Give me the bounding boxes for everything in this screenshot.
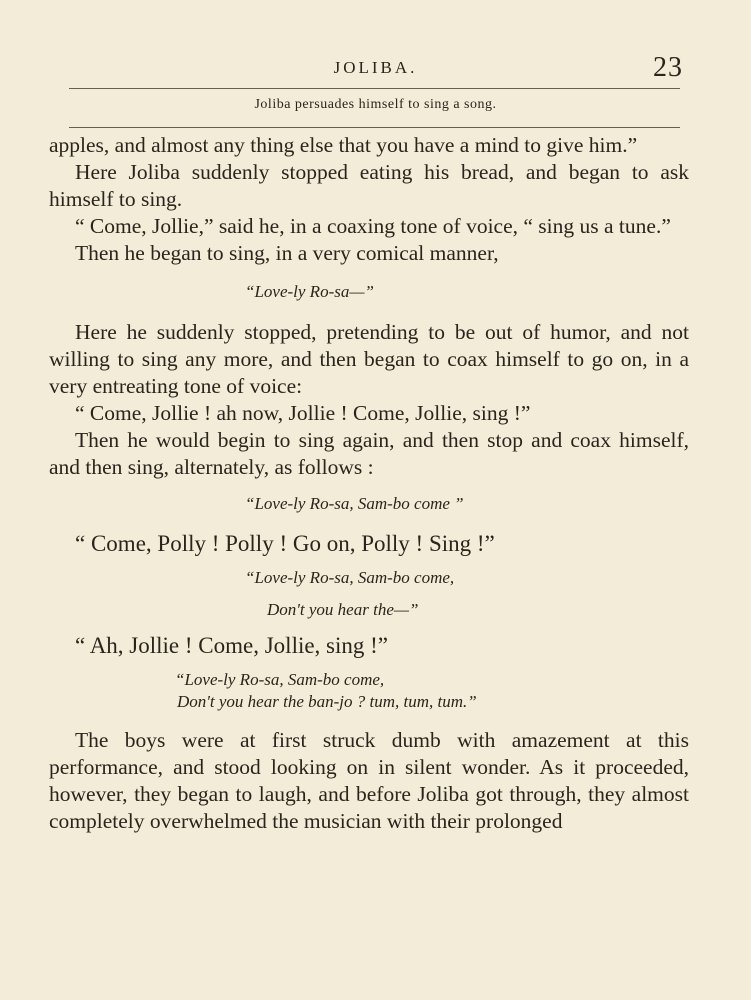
page-subtitle: Joliba persuades himself to sing a song. [254, 97, 497, 112]
verse-4-line-2: Don't you hear the ban-jo ? tum, tum, tum.” [177, 692, 477, 711]
running-title: JOLIBA. [333, 58, 418, 77]
bottom-rule [69, 127, 680, 128]
top-rule [69, 88, 680, 89]
verse-3-line-1: “Love-ly Ro-sa, Sam-bo come, [245, 568, 455, 587]
paragraph-10: The boys were at first struck dumb with amazement at this performance, and stood looking on in silent wonder. As it proceeded, however, they began to laugh, and before Joliba got through, they almost completely overwhelmed the musician with their prolonged [49, 728, 689, 833]
paragraph-2: Here Joliba suddenly stopped eating his bread, and began to ask himself to sing. [49, 160, 689, 211]
exclamation-polly: “ Come, Polly ! Polly ! Go on, Polly ! Sing !” [75, 531, 495, 556]
running-head [0, 52, 751, 82]
verse-1: “Love-ly Ro-sa—” [245, 282, 374, 301]
paragraph-1: apples, and almost any thing else that you have a mind to give him.” [49, 133, 638, 157]
page-number: 23 [653, 52, 683, 83]
body-text [49, 132, 689, 835]
verse-4-line-1: “Love-ly Ro-sa, Sam-bo come, [175, 670, 385, 689]
paragraph-4: Then he began to sing, in a very comical manner, [75, 241, 499, 265]
exclamation-jollie: “ Ah, Jollie ! Come, Jollie, sing !” [75, 633, 389, 658]
paragraph-3: “ Come, Jollie,” said he, in a coaxing tone of voice, “ sing us a tune.” [75, 214, 671, 238]
verse-3-line-2: Don't you hear the—” [267, 600, 419, 619]
paragraph-7: Then he would begin to sing again, and then stop and coax himself, and then sing, alternately, as follows : [49, 428, 689, 479]
paragraph-6: “ Come, Jollie ! ah now, Jollie ! Come, Jollie, sing !” [75, 401, 531, 425]
paragraph-5: Here he suddenly stopped, pretending to be out of humor, and not willing to sing any more, and then began to coax himself to go on, in a very entreating tone of voice: [49, 320, 689, 398]
verse-2: “Love-ly Ro-sa, Sam-bo come ” [245, 494, 464, 513]
